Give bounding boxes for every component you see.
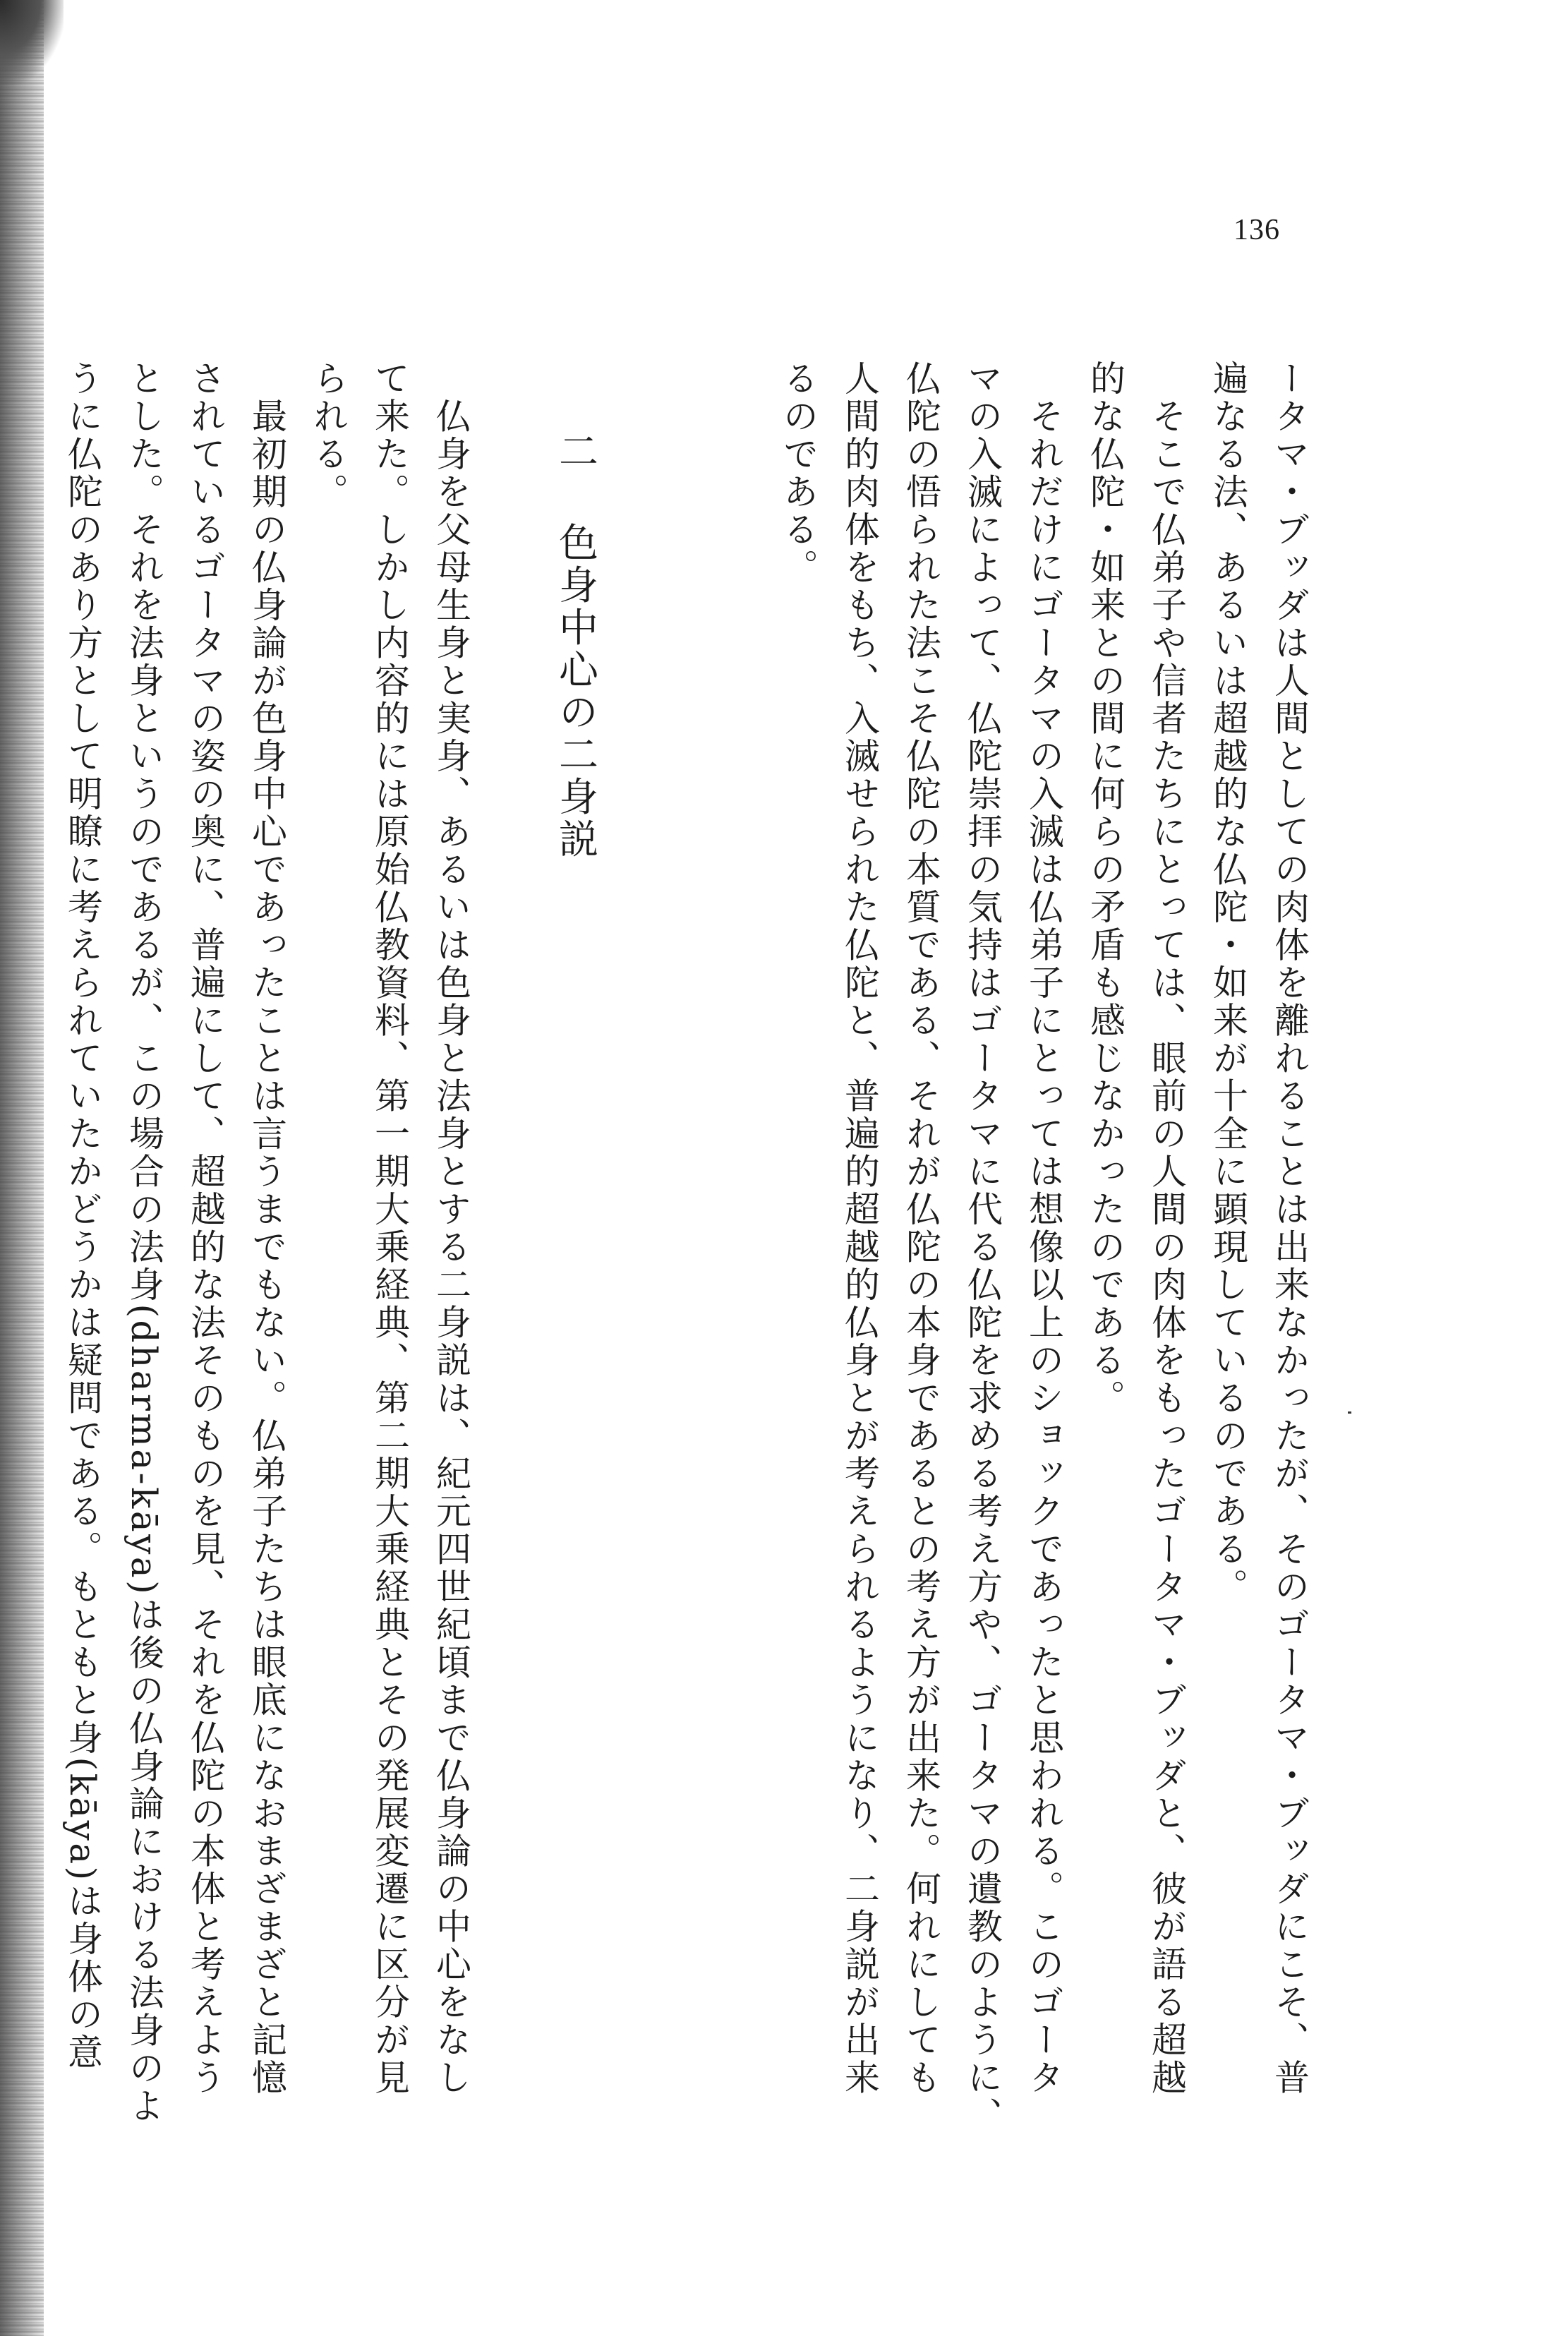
text-line: うに仏陀のあり方として明瞭に考えられていたかどうかは疑問である。もともと身(kāya)は身体の意 xyxy=(62,360,103,2072)
text-line: とした。それを法身というのであるが、この場合の法身(dharma-kāya)は後の仏身論における法身のよ xyxy=(123,360,164,2126)
text-line: 的な仏陀・如来との間に何らの矛盾も感じなかったのである。 xyxy=(1085,360,1126,1417)
text-line: されているゴータマの姿の奥に、普遍にして、超越的な法そのものを見、それを仏陀の本体と考えよう xyxy=(185,360,226,2097)
page-number: 136 xyxy=(1234,214,1280,246)
text-line: 最初期の仏身論が色身中心であったことは言うまでもない。仏弟子たちは眼底になおまざまざと記憶 xyxy=(246,360,287,2097)
text-line: るのである。 xyxy=(778,360,819,586)
text-line: そこで仏弟子や信者たちにとっては、眼前の人間の肉体をもったゴータマ・ブッダと、彼が語る超越 xyxy=(1146,360,1187,2097)
text-line: 人間的肉体をもち、入滅せられた仏陀と、普遍的超越的仏身とが考えられるようになり、二身説が出来 xyxy=(839,360,880,2097)
text-line: ータマ・ブッダは人間としての肉体を離れることは出来なかったが、そのゴータマ・ブッダにこそ、普 xyxy=(1269,360,1310,2097)
text-line: られる。 xyxy=(308,360,349,511)
scan-corner-shadow xyxy=(0,0,64,85)
text-line: て来た。しかし内容的には原始仏教資料、第一期大乗経典、第二期大乗経典とその発展変遷に区分が見 xyxy=(369,360,410,2097)
text-line: それだけにゴータマの入滅は仏弟子にとっては想像以上のショックであったと思われる。このゴータ xyxy=(1023,360,1064,2097)
lower-text-block xyxy=(52,360,481,2216)
scan-binding-shadow xyxy=(0,0,44,2336)
section-title: 色身中心の二身説 xyxy=(553,522,598,861)
upper-text-block xyxy=(767,360,1320,2216)
text-line: 仏身を父母生身と実身、あるいは色身と法身とする二身説は、紀元四世紀頃まで仏身論の中心をなし xyxy=(430,360,471,2097)
text-line: 遍なる法、あるいは超越的な仏陀・如来が十全に顕現しているのである。 xyxy=(1207,360,1248,1606)
text-line: マの入滅によって、仏陀崇拝の気持はゴータマに代る仏陀を求める考え方や、ゴータマの遺教のように、 xyxy=(962,360,1003,2135)
section-heading xyxy=(550,431,600,861)
scan-speck xyxy=(1348,1411,1351,1414)
text-line: 仏陀の悟られた法こそ仏陀の本質である、それが仏陀の本身であるとの考え方が出来た。何れにしても xyxy=(900,360,941,2097)
section-number: 二 xyxy=(553,431,598,473)
